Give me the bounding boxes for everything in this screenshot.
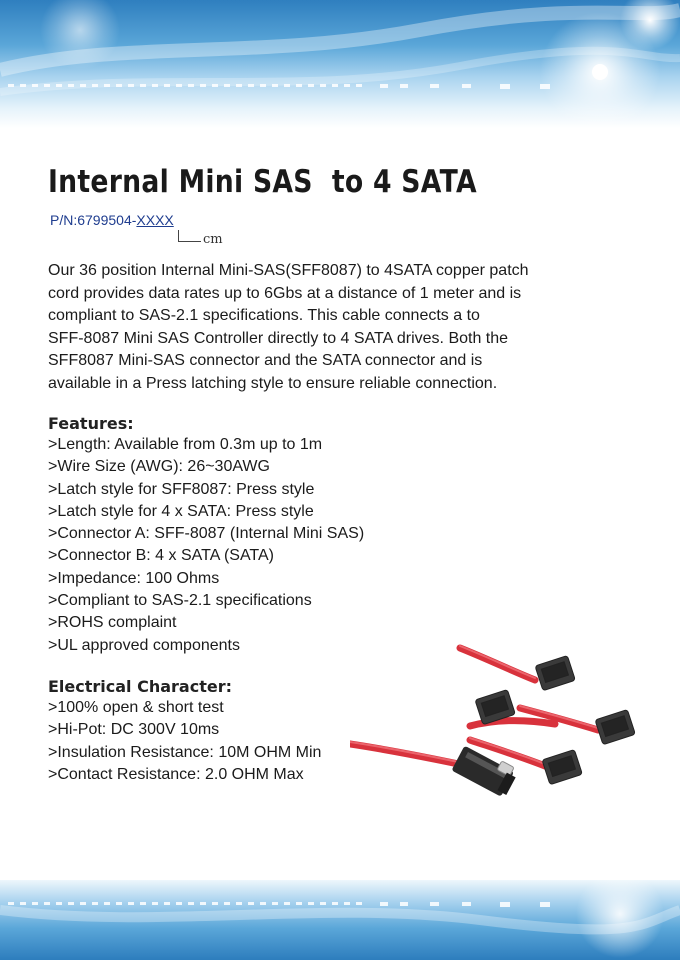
- feature-item: >ROHS complaint: [48, 614, 177, 632]
- feature-item: >Wire Size (AWG): 26~30AWG: [48, 458, 270, 476]
- feature-item: >Connector A: SFF-8087 (Internal Mini SAS): [48, 525, 365, 543]
- banner-light-pattern: [0, 0, 680, 128]
- banner-light-pattern: [0, 880, 680, 960]
- electrical-item: >Contact Resistance: 2.0 OHM Max: [48, 765, 304, 783]
- feature-item: >Compliant to SAS-2.1 specifications: [48, 592, 312, 610]
- part-number-code: XXXX: [136, 212, 174, 228]
- feature-item: >UL approved components: [48, 636, 240, 654]
- part-number-leader-line: [178, 230, 201, 242]
- feature-item: >Latch style for SFF8087: Press style: [48, 480, 315, 498]
- description-line: compliant to SAS-2.1 specifications. This cable connects a to: [48, 307, 480, 324]
- electrical-heading: Electrical Character:: [48, 677, 232, 696]
- product-description: [48, 260, 628, 395]
- electrical-item: >100% open & short test: [48, 699, 224, 716]
- feature-item: >Latch style for 4 x SATA: Press style: [48, 502, 314, 520]
- feature-item: >Connector B: 4 x SATA (SATA): [48, 547, 275, 565]
- features-list: [48, 434, 364, 657]
- feature-item: >Impedance: 100 Ohms: [48, 569, 220, 587]
- bottom-banner: [0, 880, 680, 960]
- description-line: Our 36 position Internal Mini-SAS(SFF8087) to 4SATA copper patch: [48, 262, 529, 279]
- cable-product-image: [350, 608, 660, 868]
- part-number-prefix: P/N:6799504-: [50, 212, 137, 228]
- electrical-item: >Insulation Resistance: 10M OHM Min: [48, 743, 322, 761]
- description-line: SFF8087 Mini-SAS connector and the SATA connector and is: [48, 352, 483, 369]
- page-title: Internal Mini SAS to 4 SATA: [48, 164, 477, 200]
- features-heading: Features:: [48, 414, 134, 433]
- description-line: available in a Press latching style to ensure reliable connection.: [48, 374, 498, 392]
- description-line: cord provides data rates up to 6Gbs at a distance of 1 meter and is: [48, 284, 522, 302]
- feature-item: >Length: Available from 0.3m up to 1m: [48, 436, 323, 453]
- top-banner: [0, 0, 680, 128]
- length-unit-label: cm: [203, 232, 223, 247]
- electrical-list: [48, 697, 321, 786]
- electrical-item: >Hi-Pot: DC 300V 10ms: [48, 721, 220, 739]
- part-number: [50, 212, 174, 228]
- description-line: SFF-8087 Mini SAS Controller directly to 4 SATA drives. Both the: [48, 329, 509, 347]
